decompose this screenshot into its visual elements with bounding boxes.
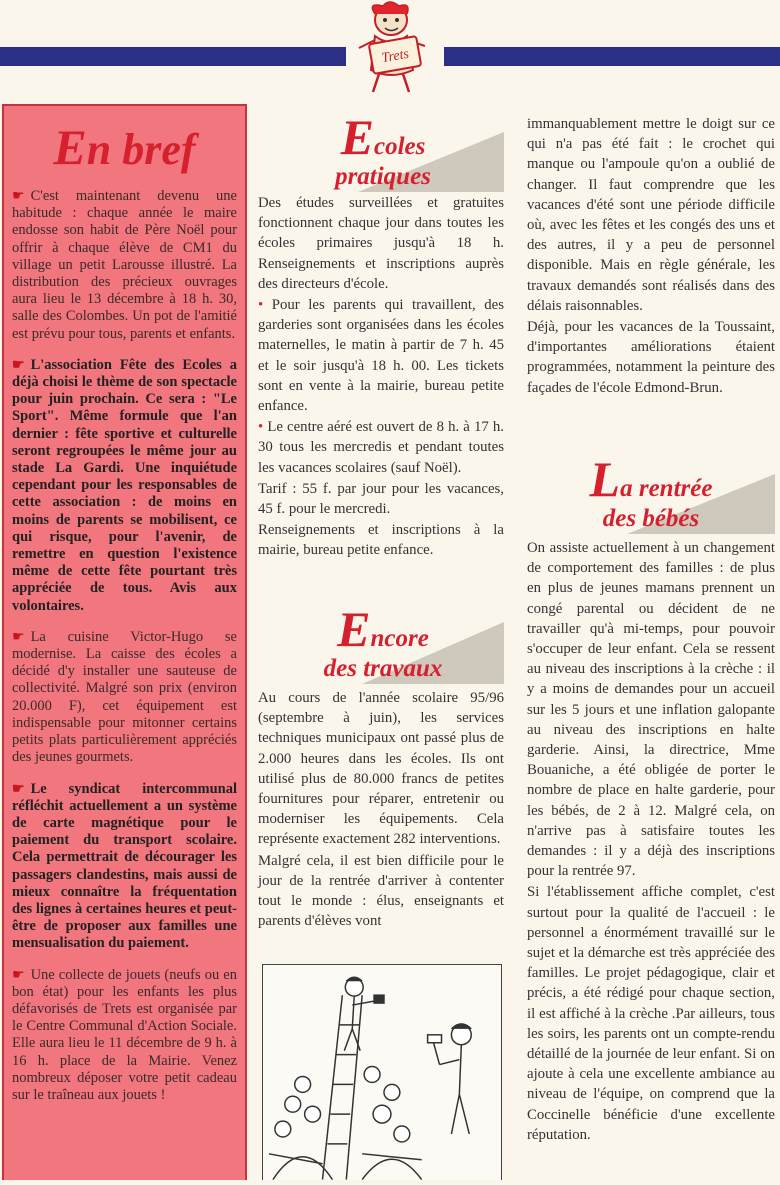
mascot-with-sign-icon <box>345 0 443 96</box>
travaux-continued-paragraph-1: immanquablement mettre le doigt sur ce qui n'a pas été fait : le crochet qui manque ou l'ampoule qu'on a oublié de changer. Il faut comprendre que les vacances d'été sont une période difficile où, avec les fêtes et les congés des uns et des autres, il y a peu de personnel disponible. Mais en règle générale, les travaux demandés sont réalisés dans des délais raisonnables. <box>527 116 775 314</box>
ecoles-title: Ecoles pratiques <box>335 109 431 190</box>
ecoles-paragraph-4: Tarif : 55 f. par jour pour les vacances, 45 f. pour le mercredi. <box>258 480 504 518</box>
ecoles-paragraph-5: Renseignements et inscriptions à la mairie, bureau petite enfance. <box>258 522 504 559</box>
workers-cartoon-icon <box>262 964 502 1180</box>
rentree-text <box>527 538 775 1145</box>
ecoles-paragraph-1: Des études surveillées et gratuites fonctionnent chaque jour dans toutes les écoles primaires jusqu'à 18 h. Renseignements et inscriptions auprès des directeurs d'école. <box>258 195 504 292</box>
travaux-paragraph-1: Au cours de l'année scolaire 95/96 (septembre à juin), les services techniques municipaux ont passé plus de 2.000 heures dans les écoles. Ils ont utilisé plus de 80.000 francs de petites fournitures pour réparer, entretenir ou moderniser les équipements. Cela représente exactement 282 interventions. <box>258 690 504 848</box>
en-bref-box <box>2 104 247 1180</box>
travaux-text <box>258 688 504 931</box>
pointing-hand-icon: ☛ <box>12 967 25 983</box>
brief-item-2: ☛ L'association Fête des Ecoles a déjà choisi le thème de son spectacle pour juin prochain. Ce sera : "Le Sport". Même formule que l'an dernier : fête sportive et culturelle seront regroupées le même jour au stade La Gardi. Une inquiétude cependant pour les responsables de cette association : de moins en moins de parents se mobilisent, ce qui risque, pour l'avenir, de remettre en question l'existence même de cette fête pourtant très appréciée de tous. Avis aux volontaires. <box>12 356 237 614</box>
rentree-paragraph-1: On assiste actuellement à un changement de comportement des familles : de plus en plus de jeunes mamans prennent un congé parental ou décident de ne travailler qu'à mi-temps, pour pouvoir s'occuper de leur enfant. Cela se ressent au niveau des inscriptions à la crèche : il y a moins de demandes pour un accueil sur les 5 jours et une inflation galopante au niveau des inscriptions en halte garderie. Ainsi, la directrice, Mme Bouaniche, a été obligée de porter le nombre de place en halte garderie, pour les bébés, de 2 à 12. Malgré cela, on n'arrive pas à satisfaire toutes les demandes : il y a déjà des inscriptions pour la rentrée 97. <box>527 540 775 880</box>
mascot-sign-text: Trets <box>380 46 411 67</box>
brief-item-5: ☛ Une collecte de jouets (neufs ou en bon état) pour les enfants les plus défavorisés de Trets est organisée par le Centre Communal d'Action Sociale. Elle aura lieu le 11 décembre de 9 h. à 16 h. place de la Mairie. Venez nombreux déposer votre petit cadeau sur le traîneau aux jouets ! <box>12 966 237 1103</box>
pointing-hand-icon: ☛ <box>12 629 25 645</box>
ecoles-paragraph-3: • Le centre aéré est ouvert de 8 h. à 17 h. 30 tous les mercredis et pendant toutes les vacances scolaires (sauf Noël). <box>258 419 505 476</box>
rentree-title: La rentrée des bébés <box>589 451 713 532</box>
header-bar-left <box>0 47 346 66</box>
brief-item-1: ☛ C'est maintenant devenu une habitude : chaque année le maire endosse son habit de Père Noël pour offrir à chaque élève de CM1 du village un petit Larousse illustré. La distribution des précieux ouvrages aura lieu le 13 décembre à 18 h. 30, salle des Colombes. Un pot de l'amitié est prévu pour tous, parents et enfants. <box>12 188 237 342</box>
ecoles-text <box>258 193 504 561</box>
rentree-paragraph-2: Si l'établissement affiche complet, c'est surtout pour la qualité de l'accueil : le personnel a énormément travaillé sur le sujet et la démarche est très appréciée des familles. Le projet pédagogique, clair et précis, a été rédigé pour chaque section, il est affiché à la crèche .Par ailleurs, tous les soirs, les parents ont un compte-rendu détaillé de la journée de leur enfant. Si on ajoute à cela une excellente ambiance au niveau de l'équipe, on comprend que la Coccinelle bénéficie d'une excellente réputation. <box>527 884 775 1143</box>
travaux-title: Encore des travaux <box>323 601 443 682</box>
travaux-continued-paragraph-2: Déjà, pour les vacances de la Toussaint, d'importantes améliorations étaient programmées, notamment la peinture des façades de l'école Edmond-Brun. <box>527 319 775 396</box>
pointing-hand-icon: ☛ <box>12 357 25 373</box>
rentree-header <box>527 452 775 534</box>
brief-item-3: ☛ La cuisine Victor-Hugo se modernise. La caisse des écoles a décidé d'y installer une sauteuse de collectivité. Malgré son prix (environ 20.000 F), cet équipement est indispensable pour mitonner certains petits plats particulièrement appréciés des jeunes gourmets. <box>12 628 237 766</box>
header-bar-right <box>444 47 780 66</box>
travaux-header <box>262 600 504 684</box>
ecoles-header <box>262 106 504 192</box>
en-bref-title: En bref <box>53 119 196 175</box>
pointing-hand-icon: ☛ <box>12 781 25 797</box>
ecoles-paragraph-2: • Pour les parents qui travaillent, des garderies sont organisées dans les écoles maternelles, le matin à partir de 7 h. 45 et le soir jusqu'à 18 h. 00. Les tickets sont en vente à la mairie, bureau petite enfance. <box>258 297 504 415</box>
travaux-paragraph-2: Malgré cela, il est bien difficile pour le jour de la rentrée d'arriver à contenter tout le monde : élus, enseignants et parents d'élèves vont <box>258 852 504 930</box>
pointing-hand-icon: ☛ <box>12 189 25 204</box>
brief-item-4: ☛ Le syndicat intercommunal réfléchit actuellement a un système de carte magnétique pour le paiement du transport scolaire. Cela permettrait de décourager les passagers clandestins, mais aussi de mieux connaître la fréquentation des lignes à certaines heures et peut-être de proposer aux familles une mensualisation du paiement. <box>12 780 237 952</box>
column-3-text <box>527 114 775 398</box>
